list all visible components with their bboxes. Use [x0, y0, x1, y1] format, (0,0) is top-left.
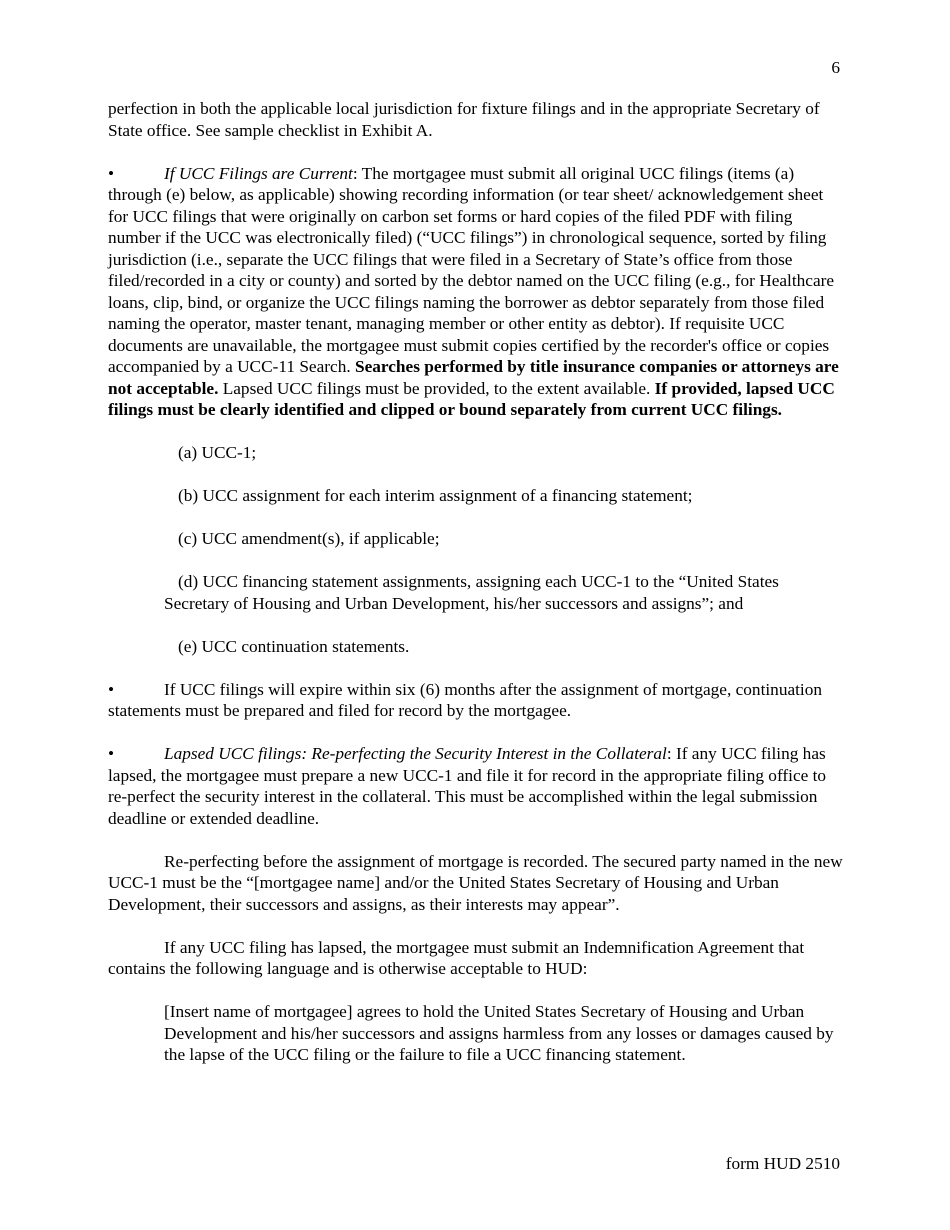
list-item-d: (d) UCC financing statement assignments, assigning each UCC-1 to the “United States Secretary of Housing and Urban Development, his/her successors and assigns”; and [164, 572, 779, 613]
lapsed-text: : If any UCC filing has lapsed, the mortgagee must prepare a new UCC-1 and file it for record in the appropriate filing office to re-perfect the security interest in the collateral. This must be accomplished within the legal submission deadline or extended deadline. [108, 744, 827, 828]
list-item-c: (c) UCC amendment(s), if applicable; [178, 529, 440, 548]
bullet-2: • [108, 679, 115, 699]
reperfecting-text: Re-perfecting before the assignment of mortgage is recorded. The secured party named in the new UCC-1 must be the “[mortgagee name] and/or the United States Secretary of Housing and Urban Development, their successors and assigns, as their interests may appear”. [108, 851, 843, 914]
document-body [108, 98, 843, 1087]
current-filings-bold-2: If provided, lapsed UCC filings must be clearly identified and clipped or bound separately from current UCC filings. [108, 378, 835, 419]
current-filings-paragraph [108, 163, 843, 421]
lapsed-paragraph [108, 743, 843, 829]
current-filings-text-1: : The mortgagee must submit all original UCC filings (items (a) through (e) below, as applicable) showing recording information (or tear sheet/ acknowledgement sheet for UCC filings that were originally on carbon set forms or hard copies of the filed PDF with filing number if the UCC was electronically filed) (“UCC filings”) in chronological sequence, sorted by filing jurisdiction (i.e., separate the UCC filings that were filed in a Secretary of State’s office from those filed/recorded in a city or county) and sorted by the debtor named on the UCC filing (e.g., for Healthcare loans, clip, bind, or organize the UCC filings naming the borrower as debtor separately from those filed naming the operator, master tenant, managing member or other entity as debtor). If requisite UCC documents are unavailable, the mortgagee must submit copies certified by the recorder's office or copies accompanied by a UCC-11 Search. [108, 163, 835, 376]
indemnification-quote: [Insert name of mortgagee] agrees to hold the United States Secretary of Housing and Urban Development and his/her successors and assigns harmless from any losses or damages caused by the lapse of the UCC filing or the failure to file a UCC financing statement. [164, 1002, 834, 1064]
list-item-b: (b) UCC assignment for each interim assignment of a financing statement; [178, 486, 693, 505]
list-item-a: (a) UCC-1; [178, 443, 257, 462]
bullet-3: • [108, 744, 115, 763]
reperfecting-paragraph [108, 851, 843, 916]
current-filings-bold-1: Searches performed by title insurance companies or attorneys are not acceptable. [108, 357, 839, 398]
expire-text: If UCC filings will expire within six (6) months after the assignment of mortgage, continuation statements must be prepared and filed for record by the mortgagee. [108, 679, 823, 720]
indemnification-text: If any UCC filing has lapsed, the mortgagee must submit an Indemnification Agreement that contains the following language and is otherwise acceptable to HUD: [108, 937, 805, 978]
lapsed-heading: Lapsed UCC filings: Re-perfecting the Security Interest in the Collateral [164, 744, 667, 763]
bullet-1: • [108, 163, 115, 183]
page-number: 6 [831, 58, 840, 77]
intro-paragraph: perfection in both the applicable local jurisdiction for fixture filings and in the appropriate Secretary of State office. See sample checklist in Exhibit A. [108, 99, 820, 140]
form-footer: form HUD 2510 [725, 1154, 840, 1173]
current-filings-text-2: Lapsed UCC filings must be provided, to the extent available. [218, 378, 655, 398]
current-filings-heading: If UCC Filings are Current [164, 163, 353, 183]
list-item-e: (e) UCC continuation statements. [178, 636, 410, 656]
indemnification-paragraph [108, 937, 843, 980]
expire-paragraph [108, 679, 843, 722]
